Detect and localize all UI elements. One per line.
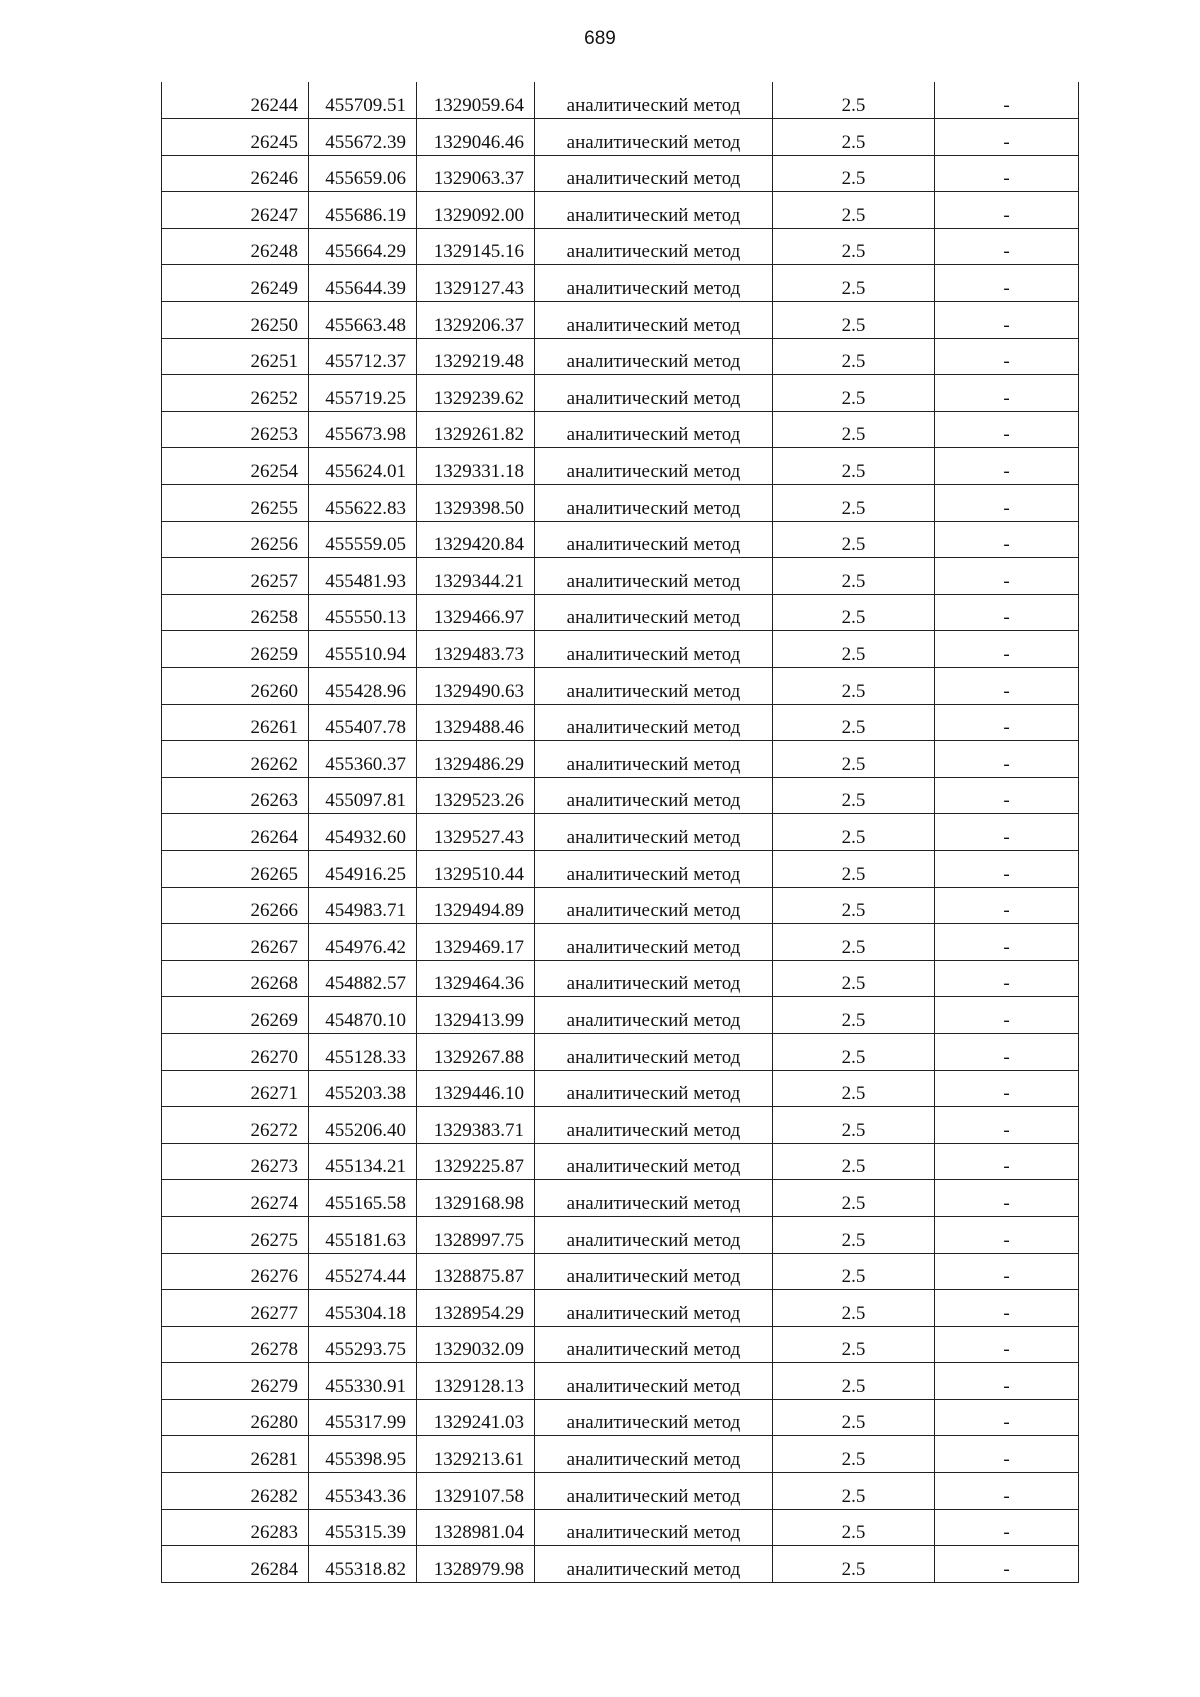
y-coordinate-cell: 1328954.29 xyxy=(417,1290,535,1327)
table-row xyxy=(162,411,1079,448)
method-cell: аналитический метод xyxy=(535,448,773,485)
y-coordinate-cell: 1329510.44 xyxy=(417,850,535,887)
x-coordinate-cell: 455481.93 xyxy=(309,558,417,595)
table-row xyxy=(162,1290,1079,1327)
y-coordinate-cell: 1329267.88 xyxy=(417,1033,535,1070)
point-number-cell: 26252 xyxy=(162,375,309,412)
method-cell: аналитический метод xyxy=(535,1399,773,1436)
method-cell: аналитический метод xyxy=(535,924,773,961)
y-coordinate-cell: 1329398.50 xyxy=(417,485,535,522)
x-coordinate-cell: 455318.82 xyxy=(309,1546,417,1583)
table-row xyxy=(162,1473,1079,1510)
accuracy-cell: 2.5 xyxy=(773,1399,935,1436)
method-cell: аналитический метод xyxy=(535,668,773,705)
method-cell: аналитический метод xyxy=(535,850,773,887)
point-number-cell: 26275 xyxy=(162,1216,309,1253)
y-coordinate-cell: 1329490.63 xyxy=(417,668,535,705)
note-cell: - xyxy=(935,1326,1079,1363)
note-cell: - xyxy=(935,887,1079,924)
method-cell: аналитический метод xyxy=(535,960,773,997)
note-cell: - xyxy=(935,411,1079,448)
x-coordinate-cell: 455663.48 xyxy=(309,302,417,339)
table-row xyxy=(162,375,1079,412)
method-cell: аналитический метод xyxy=(535,1180,773,1217)
table-row xyxy=(162,485,1079,522)
method-cell: аналитический метод xyxy=(535,814,773,851)
y-coordinate-cell: 1329107.58 xyxy=(417,1473,535,1510)
y-coordinate-cell: 1329446.10 xyxy=(417,1070,535,1107)
method-cell: аналитический метод xyxy=(535,1363,773,1400)
y-coordinate-cell: 1329464.36 xyxy=(417,960,535,997)
accuracy-cell: 2.5 xyxy=(773,1107,935,1144)
table-row xyxy=(162,1363,1079,1400)
x-coordinate-cell: 455206.40 xyxy=(309,1107,417,1144)
note-cell: - xyxy=(935,521,1079,558)
x-coordinate-cell: 454882.57 xyxy=(309,960,417,997)
page-number: 689 xyxy=(584,28,616,49)
method-cell: аналитический метод xyxy=(535,192,773,229)
x-coordinate-cell: 455659.06 xyxy=(309,155,417,192)
table-row xyxy=(162,1033,1079,1070)
y-coordinate-cell: 1329046.46 xyxy=(417,119,535,156)
coordinates-table-container xyxy=(161,82,1078,1583)
note-cell: - xyxy=(935,1216,1079,1253)
point-number-cell: 26276 xyxy=(162,1253,309,1290)
point-number-cell: 26279 xyxy=(162,1363,309,1400)
y-coordinate-cell: 1329483.73 xyxy=(417,631,535,668)
x-coordinate-cell: 455360.37 xyxy=(309,741,417,778)
accuracy-cell: 2.5 xyxy=(773,1436,935,1473)
method-cell: аналитический метод xyxy=(535,1253,773,1290)
method-cell: аналитический метод xyxy=(535,485,773,522)
accuracy-cell: 2.5 xyxy=(773,521,935,558)
note-cell: - xyxy=(935,1473,1079,1510)
method-cell: аналитический метод xyxy=(535,375,773,412)
accuracy-cell: 2.5 xyxy=(773,741,935,778)
accuracy-cell: 2.5 xyxy=(773,668,935,705)
accuracy-cell: 2.5 xyxy=(773,1509,935,1546)
y-coordinate-cell: 1328981.04 xyxy=(417,1509,535,1546)
table-row xyxy=(162,1326,1079,1363)
method-cell: аналитический метод xyxy=(535,119,773,156)
note-cell: - xyxy=(935,302,1079,339)
point-number-cell: 26258 xyxy=(162,594,309,631)
table-row xyxy=(162,1107,1079,1144)
y-coordinate-cell: 1329241.03 xyxy=(417,1399,535,1436)
x-coordinate-cell: 455709.51 xyxy=(309,82,417,119)
note-cell: - xyxy=(935,777,1079,814)
y-coordinate-cell: 1329466.97 xyxy=(417,594,535,631)
y-coordinate-cell: 1329261.82 xyxy=(417,411,535,448)
table-row xyxy=(162,704,1079,741)
point-number-cell: 26254 xyxy=(162,448,309,485)
y-coordinate-cell: 1329213.61 xyxy=(417,1436,535,1473)
x-coordinate-cell: 455128.33 xyxy=(309,1033,417,1070)
point-number-cell: 26246 xyxy=(162,155,309,192)
accuracy-cell: 2.5 xyxy=(773,1363,935,1400)
point-number-cell: 26284 xyxy=(162,1546,309,1583)
table-row xyxy=(162,924,1079,961)
y-coordinate-cell: 1328997.75 xyxy=(417,1216,535,1253)
method-cell: аналитический метод xyxy=(535,704,773,741)
method-cell: аналитический метод xyxy=(535,1143,773,1180)
table-row xyxy=(162,338,1079,375)
table-row xyxy=(162,1253,1079,1290)
accuracy-cell: 2.5 xyxy=(773,1290,935,1327)
point-number-cell: 26260 xyxy=(162,668,309,705)
y-coordinate-cell: 1329488.46 xyxy=(417,704,535,741)
table-row xyxy=(162,1436,1079,1473)
table-row xyxy=(162,119,1079,156)
note-cell: - xyxy=(935,228,1079,265)
x-coordinate-cell: 455672.39 xyxy=(309,119,417,156)
point-number-cell: 26248 xyxy=(162,228,309,265)
x-coordinate-cell: 454983.71 xyxy=(309,887,417,924)
x-coordinate-cell: 455304.18 xyxy=(309,1290,417,1327)
x-coordinate-cell: 455165.58 xyxy=(309,1180,417,1217)
table-row xyxy=(162,1216,1079,1253)
table-row xyxy=(162,265,1079,302)
x-coordinate-cell: 455686.19 xyxy=(309,192,417,229)
accuracy-cell: 2.5 xyxy=(773,777,935,814)
x-coordinate-cell: 454976.42 xyxy=(309,924,417,961)
x-coordinate-cell: 455097.81 xyxy=(309,777,417,814)
accuracy-cell: 2.5 xyxy=(773,1180,935,1217)
note-cell: - xyxy=(935,668,1079,705)
y-coordinate-cell: 1329331.18 xyxy=(417,448,535,485)
table-row xyxy=(162,1180,1079,1217)
y-coordinate-cell: 1329523.26 xyxy=(417,777,535,814)
method-cell: аналитический метод xyxy=(535,741,773,778)
method-cell: аналитический метод xyxy=(535,521,773,558)
table-row xyxy=(162,521,1079,558)
y-coordinate-cell: 1329225.87 xyxy=(417,1143,535,1180)
table-row xyxy=(162,668,1079,705)
x-coordinate-cell: 455559.05 xyxy=(309,521,417,558)
y-coordinate-cell: 1329383.71 xyxy=(417,1107,535,1144)
y-coordinate-cell: 1329486.29 xyxy=(417,741,535,778)
x-coordinate-cell: 455428.96 xyxy=(309,668,417,705)
point-number-cell: 26253 xyxy=(162,411,309,448)
point-number-cell: 26249 xyxy=(162,265,309,302)
table-row xyxy=(162,1143,1079,1180)
point-number-cell: 26272 xyxy=(162,1107,309,1144)
accuracy-cell: 2.5 xyxy=(773,302,935,339)
method-cell: аналитический метод xyxy=(535,1107,773,1144)
point-number-cell: 26271 xyxy=(162,1070,309,1107)
coordinates-table-body xyxy=(162,82,1079,1582)
note-cell: - xyxy=(935,1290,1079,1327)
y-coordinate-cell: 1329413.99 xyxy=(417,997,535,1034)
x-coordinate-cell: 455315.39 xyxy=(309,1509,417,1546)
y-coordinate-cell: 1329219.48 xyxy=(417,338,535,375)
x-coordinate-cell: 455550.13 xyxy=(309,594,417,631)
note-cell: - xyxy=(935,1033,1079,1070)
method-cell: аналитический метод xyxy=(535,1546,773,1583)
method-cell: аналитический метод xyxy=(535,997,773,1034)
accuracy-cell: 2.5 xyxy=(773,411,935,448)
accuracy-cell: 2.5 xyxy=(773,594,935,631)
point-number-cell: 26251 xyxy=(162,338,309,375)
accuracy-cell: 2.5 xyxy=(773,448,935,485)
method-cell: аналитический метод xyxy=(535,228,773,265)
note-cell: - xyxy=(935,192,1079,229)
accuracy-cell: 2.5 xyxy=(773,558,935,595)
accuracy-cell: 2.5 xyxy=(773,631,935,668)
table-row xyxy=(162,1399,1079,1436)
table-row xyxy=(162,192,1079,229)
x-coordinate-cell: 454870.10 xyxy=(309,997,417,1034)
point-number-cell: 26283 xyxy=(162,1509,309,1546)
y-coordinate-cell: 1329344.21 xyxy=(417,558,535,595)
note-cell: - xyxy=(935,1070,1079,1107)
x-coordinate-cell: 455274.44 xyxy=(309,1253,417,1290)
coordinates-table xyxy=(161,82,1079,1583)
table-row xyxy=(162,997,1079,1034)
y-coordinate-cell: 1329469.17 xyxy=(417,924,535,961)
note-cell: - xyxy=(935,265,1079,302)
table-row xyxy=(162,82,1079,119)
point-number-cell: 26282 xyxy=(162,1473,309,1510)
point-number-cell: 26267 xyxy=(162,924,309,961)
table-row xyxy=(162,960,1079,997)
table-row xyxy=(162,631,1079,668)
y-coordinate-cell: 1329420.84 xyxy=(417,521,535,558)
table-row xyxy=(162,1070,1079,1107)
point-number-cell: 26261 xyxy=(162,704,309,741)
method-cell: аналитический метод xyxy=(535,1070,773,1107)
table-row xyxy=(162,155,1079,192)
note-cell: - xyxy=(935,119,1079,156)
x-coordinate-cell: 455134.21 xyxy=(309,1143,417,1180)
point-number-cell: 26281 xyxy=(162,1436,309,1473)
accuracy-cell: 2.5 xyxy=(773,1326,935,1363)
note-cell: - xyxy=(935,814,1079,851)
accuracy-cell: 2.5 xyxy=(773,1546,935,1583)
x-coordinate-cell: 455719.25 xyxy=(309,375,417,412)
x-coordinate-cell: 455181.63 xyxy=(309,1216,417,1253)
y-coordinate-cell: 1329145.16 xyxy=(417,228,535,265)
x-coordinate-cell: 455317.99 xyxy=(309,1399,417,1436)
note-cell: - xyxy=(935,704,1079,741)
point-number-cell: 26244 xyxy=(162,82,309,119)
table-row xyxy=(162,850,1079,887)
y-coordinate-cell: 1329239.62 xyxy=(417,375,535,412)
method-cell: аналитический метод xyxy=(535,887,773,924)
accuracy-cell: 2.5 xyxy=(773,265,935,302)
accuracy-cell: 2.5 xyxy=(773,375,935,412)
x-coordinate-cell: 455624.01 xyxy=(309,448,417,485)
note-cell: - xyxy=(935,338,1079,375)
method-cell: аналитический метод xyxy=(535,1473,773,1510)
y-coordinate-cell: 1329206.37 xyxy=(417,302,535,339)
note-cell: - xyxy=(935,997,1079,1034)
x-coordinate-cell: 454916.25 xyxy=(309,850,417,887)
accuracy-cell: 2.5 xyxy=(773,960,935,997)
y-coordinate-cell: 1329527.43 xyxy=(417,814,535,851)
table-row xyxy=(162,228,1079,265)
point-number-cell: 26259 xyxy=(162,631,309,668)
point-number-cell: 26274 xyxy=(162,1180,309,1217)
table-row xyxy=(162,302,1079,339)
y-coordinate-cell: 1328875.87 xyxy=(417,1253,535,1290)
method-cell: аналитический метод xyxy=(535,411,773,448)
method-cell: аналитический метод xyxy=(535,558,773,595)
note-cell: - xyxy=(935,1546,1079,1583)
note-cell: - xyxy=(935,1436,1079,1473)
x-coordinate-cell: 455407.78 xyxy=(309,704,417,741)
method-cell: аналитический метод xyxy=(535,1436,773,1473)
x-coordinate-cell: 454932.60 xyxy=(309,814,417,851)
accuracy-cell: 2.5 xyxy=(773,485,935,522)
accuracy-cell: 2.5 xyxy=(773,887,935,924)
note-cell: - xyxy=(935,924,1079,961)
method-cell: аналитический метод xyxy=(535,302,773,339)
method-cell: аналитический метод xyxy=(535,155,773,192)
accuracy-cell: 2.5 xyxy=(773,1070,935,1107)
point-number-cell: 26256 xyxy=(162,521,309,558)
point-number-cell: 26278 xyxy=(162,1326,309,1363)
point-number-cell: 26277 xyxy=(162,1290,309,1327)
accuracy-cell: 2.5 xyxy=(773,155,935,192)
x-coordinate-cell: 455203.38 xyxy=(309,1070,417,1107)
table-row xyxy=(162,1546,1079,1583)
accuracy-cell: 2.5 xyxy=(773,1473,935,1510)
note-cell: - xyxy=(935,1180,1079,1217)
y-coordinate-cell: 1329494.89 xyxy=(417,887,535,924)
note-cell: - xyxy=(935,558,1079,595)
point-number-cell: 26265 xyxy=(162,850,309,887)
table-row xyxy=(162,448,1079,485)
y-coordinate-cell: 1328979.98 xyxy=(417,1546,535,1583)
point-number-cell: 26247 xyxy=(162,192,309,229)
point-number-cell: 26250 xyxy=(162,302,309,339)
note-cell: - xyxy=(935,375,1079,412)
point-number-cell: 26268 xyxy=(162,960,309,997)
x-coordinate-cell: 455664.29 xyxy=(309,228,417,265)
accuracy-cell: 2.5 xyxy=(773,1143,935,1180)
accuracy-cell: 2.5 xyxy=(773,1033,935,1070)
method-cell: аналитический метод xyxy=(535,1509,773,1546)
point-number-cell: 26262 xyxy=(162,741,309,778)
x-coordinate-cell: 455343.36 xyxy=(309,1473,417,1510)
accuracy-cell: 2.5 xyxy=(773,192,935,229)
method-cell: аналитический метод xyxy=(535,338,773,375)
accuracy-cell: 2.5 xyxy=(773,119,935,156)
y-coordinate-cell: 1329059.64 xyxy=(417,82,535,119)
x-coordinate-cell: 455644.39 xyxy=(309,265,417,302)
point-number-cell: 26245 xyxy=(162,119,309,156)
accuracy-cell: 2.5 xyxy=(773,814,935,851)
point-number-cell: 26257 xyxy=(162,558,309,595)
method-cell: аналитический метод xyxy=(535,631,773,668)
table-row xyxy=(162,814,1079,851)
accuracy-cell: 2.5 xyxy=(773,338,935,375)
note-cell: - xyxy=(935,1107,1079,1144)
point-number-cell: 26264 xyxy=(162,814,309,851)
note-cell: - xyxy=(935,1509,1079,1546)
accuracy-cell: 2.5 xyxy=(773,1253,935,1290)
method-cell: аналитический метод xyxy=(535,82,773,119)
note-cell: - xyxy=(935,960,1079,997)
method-cell: аналитический метод xyxy=(535,1290,773,1327)
x-coordinate-cell: 455330.91 xyxy=(309,1363,417,1400)
y-coordinate-cell: 1329063.37 xyxy=(417,155,535,192)
table-row xyxy=(162,1509,1079,1546)
y-coordinate-cell: 1329168.98 xyxy=(417,1180,535,1217)
note-cell: - xyxy=(935,631,1079,668)
note-cell: - xyxy=(935,741,1079,778)
accuracy-cell: 2.5 xyxy=(773,82,935,119)
x-coordinate-cell: 455673.98 xyxy=(309,411,417,448)
table-row xyxy=(162,741,1079,778)
x-coordinate-cell: 455712.37 xyxy=(309,338,417,375)
point-number-cell: 26266 xyxy=(162,887,309,924)
point-number-cell: 26273 xyxy=(162,1143,309,1180)
x-coordinate-cell: 455398.95 xyxy=(309,1436,417,1473)
table-row xyxy=(162,777,1079,814)
method-cell: аналитический метод xyxy=(535,777,773,814)
accuracy-cell: 2.5 xyxy=(773,1216,935,1253)
note-cell: - xyxy=(935,448,1079,485)
note-cell: - xyxy=(935,82,1079,119)
y-coordinate-cell: 1329127.43 xyxy=(417,265,535,302)
point-number-cell: 26255 xyxy=(162,485,309,522)
method-cell: аналитический метод xyxy=(535,265,773,302)
accuracy-cell: 2.5 xyxy=(773,850,935,887)
table-row xyxy=(162,887,1079,924)
note-cell: - xyxy=(935,155,1079,192)
point-number-cell: 26269 xyxy=(162,997,309,1034)
method-cell: аналитический метод xyxy=(535,1216,773,1253)
note-cell: - xyxy=(935,1253,1079,1290)
method-cell: аналитический метод xyxy=(535,1033,773,1070)
note-cell: - xyxy=(935,485,1079,522)
point-number-cell: 26263 xyxy=(162,777,309,814)
point-number-cell: 26270 xyxy=(162,1033,309,1070)
method-cell: аналитический метод xyxy=(535,1326,773,1363)
x-coordinate-cell: 455622.83 xyxy=(309,485,417,522)
table-row xyxy=(162,594,1079,631)
x-coordinate-cell: 455510.94 xyxy=(309,631,417,668)
y-coordinate-cell: 1329092.00 xyxy=(417,192,535,229)
note-cell: - xyxy=(935,1363,1079,1400)
method-cell: аналитический метод xyxy=(535,594,773,631)
accuracy-cell: 2.5 xyxy=(773,924,935,961)
y-coordinate-cell: 1329032.09 xyxy=(417,1326,535,1363)
note-cell: - xyxy=(935,1143,1079,1180)
point-number-cell: 26280 xyxy=(162,1399,309,1436)
note-cell: - xyxy=(935,1399,1079,1436)
note-cell: - xyxy=(935,594,1079,631)
table-row xyxy=(162,558,1079,595)
accuracy-cell: 2.5 xyxy=(773,704,935,741)
accuracy-cell: 2.5 xyxy=(773,997,935,1034)
note-cell: - xyxy=(935,850,1079,887)
y-coordinate-cell: 1329128.13 xyxy=(417,1363,535,1400)
x-coordinate-cell: 455293.75 xyxy=(309,1326,417,1363)
accuracy-cell: 2.5 xyxy=(773,228,935,265)
